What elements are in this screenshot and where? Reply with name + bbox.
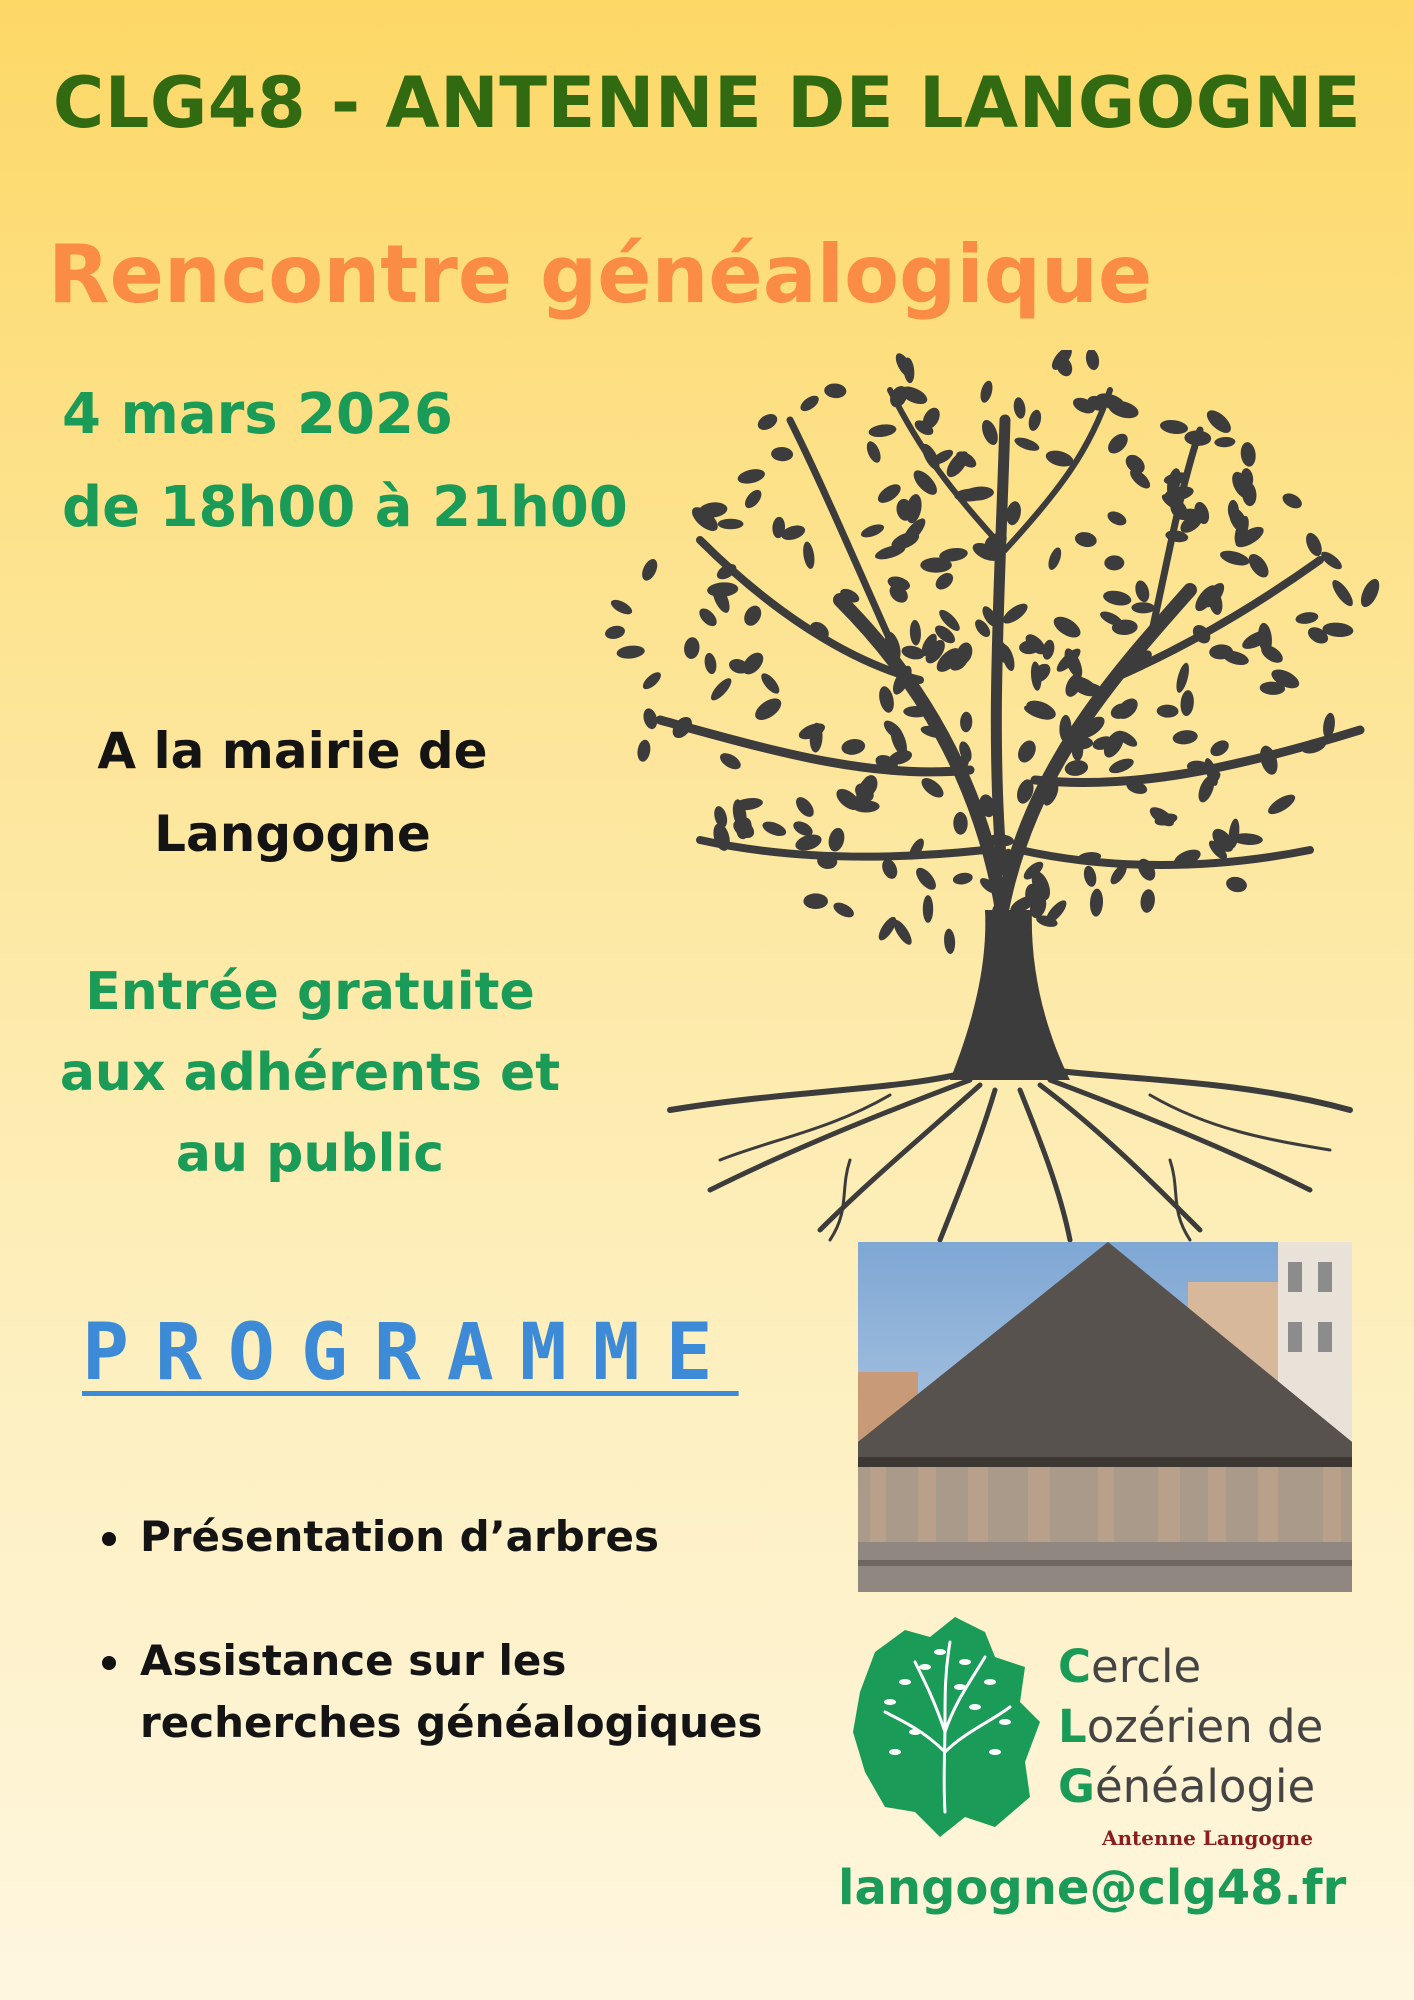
- leaf: [1295, 611, 1320, 626]
- leaf: [760, 819, 788, 839]
- leaf: [1156, 704, 1178, 718]
- leaf: [696, 605, 720, 629]
- lozere-map-tree-icon: [845, 1612, 1045, 1842]
- entry-line-1: Entrée gratuite: [85, 962, 535, 1022]
- leaf: [890, 917, 915, 947]
- leaf: [803, 893, 828, 909]
- event-title: Rencontre généalogique: [48, 228, 1153, 321]
- leaf: [609, 597, 635, 617]
- leaf: [923, 895, 933, 923]
- leaf: [1207, 737, 1231, 759]
- leaf: [1012, 396, 1027, 419]
- logo-line-3: Généalogie: [1058, 1760, 1316, 1813]
- leaf: [1082, 865, 1098, 889]
- leaf: [707, 581, 739, 598]
- leaf: [604, 624, 627, 641]
- leaf: [758, 670, 782, 696]
- leaf: [960, 711, 973, 732]
- leaf: [1015, 738, 1040, 766]
- leaf: [1280, 490, 1304, 511]
- leaf: [831, 900, 856, 921]
- leaf: [736, 467, 766, 486]
- leaf: [859, 522, 886, 540]
- leaf: [771, 446, 794, 461]
- leaf: [640, 669, 664, 692]
- leaf: [826, 826, 846, 853]
- programme-item-text: recherches généalogiques: [140, 1698, 763, 1747]
- logo-subtitle: Antenne Langogne: [1102, 1826, 1313, 1850]
- leaf: [741, 603, 765, 629]
- leaf: [1104, 430, 1131, 457]
- bullet-icon: [102, 1656, 116, 1670]
- leaf: [979, 418, 1001, 448]
- leaf: [801, 541, 816, 570]
- leaf: [943, 928, 956, 954]
- contact-email[interactable]: langogne@clg48.fr: [838, 1860, 1347, 1916]
- leaf: [616, 644, 645, 660]
- leaf: [639, 557, 660, 583]
- leaf: [1239, 441, 1257, 467]
- logo-line-2: Lozérien de: [1058, 1700, 1324, 1753]
- leaf: [909, 620, 921, 646]
- event-time: de 18h00 à 21h00: [62, 475, 628, 540]
- market-hall-photo: [858, 1242, 1352, 1592]
- leaf: [932, 570, 956, 593]
- leaf: [1225, 875, 1249, 894]
- leaf: [1089, 888, 1103, 917]
- leaf: [718, 519, 744, 530]
- leaf: [1104, 555, 1124, 570]
- leaf: [1102, 589, 1133, 608]
- leaf: [1105, 509, 1128, 529]
- leaf: [1174, 662, 1192, 695]
- leaf: [978, 379, 994, 404]
- bullet-icon: [102, 1532, 116, 1546]
- leaf: [703, 652, 718, 675]
- org-title: CLG48 - ANTENNE DE LANGOGNE: [52, 62, 1362, 144]
- programme-heading: PROGRAMME: [82, 1308, 739, 1398]
- leaf: [683, 636, 701, 659]
- leaf: [1013, 435, 1041, 454]
- leaf: [1218, 548, 1251, 568]
- leaf: [918, 774, 947, 801]
- leaf: [1133, 579, 1152, 604]
- leaf: [1064, 759, 1089, 778]
- leaf: [1214, 436, 1236, 447]
- programme-item-text: Présentation d’arbres: [140, 1512, 659, 1561]
- venue-line-1: A la mairie de: [97, 722, 488, 780]
- leaf: [751, 694, 785, 724]
- tree-with-roots-icon: [590, 350, 1414, 1250]
- leaf: [1357, 576, 1383, 610]
- leaf: [1027, 408, 1043, 432]
- leaf: [1050, 612, 1084, 641]
- leaf: [912, 864, 939, 893]
- leaf: [1134, 856, 1158, 884]
- leaf: [1074, 530, 1098, 549]
- leaf: [1329, 577, 1357, 609]
- leaf: [1159, 418, 1189, 435]
- leaf: [1046, 546, 1064, 572]
- leaf: [708, 675, 735, 703]
- leaf: [864, 439, 883, 464]
- leaf: [1084, 350, 1101, 371]
- leaf: [920, 558, 952, 573]
- entry-line-3: au public: [175, 1124, 445, 1184]
- leaf: [840, 737, 866, 756]
- leaf: [952, 871, 974, 886]
- leaf: [953, 812, 968, 835]
- leaf: [1245, 550, 1273, 580]
- programme-item-text: Assistance sur les: [140, 1636, 567, 1685]
- event-date: 4 mars 2026: [62, 382, 453, 447]
- leaf: [1139, 888, 1156, 913]
- leaf: [636, 739, 652, 763]
- leaf: [1179, 690, 1194, 717]
- leaf: [717, 750, 743, 773]
- leaf: [1203, 406, 1235, 437]
- leaf: [1000, 600, 1031, 627]
- leaf: [1131, 602, 1155, 614]
- leaf: [793, 794, 818, 820]
- entry-line-2: aux adhérents et: [59, 1043, 561, 1103]
- leaf: [824, 383, 847, 399]
- logo-line-1: Cercle: [1058, 1640, 1202, 1693]
- leaf: [1172, 729, 1199, 746]
- venue-line-2: Langogne: [154, 805, 431, 863]
- leaf: [868, 423, 897, 439]
- leaf: [755, 411, 780, 433]
- leaf: [1107, 756, 1136, 777]
- leaf: [1265, 791, 1298, 818]
- leaf: [742, 487, 765, 511]
- leaf: [798, 393, 822, 415]
